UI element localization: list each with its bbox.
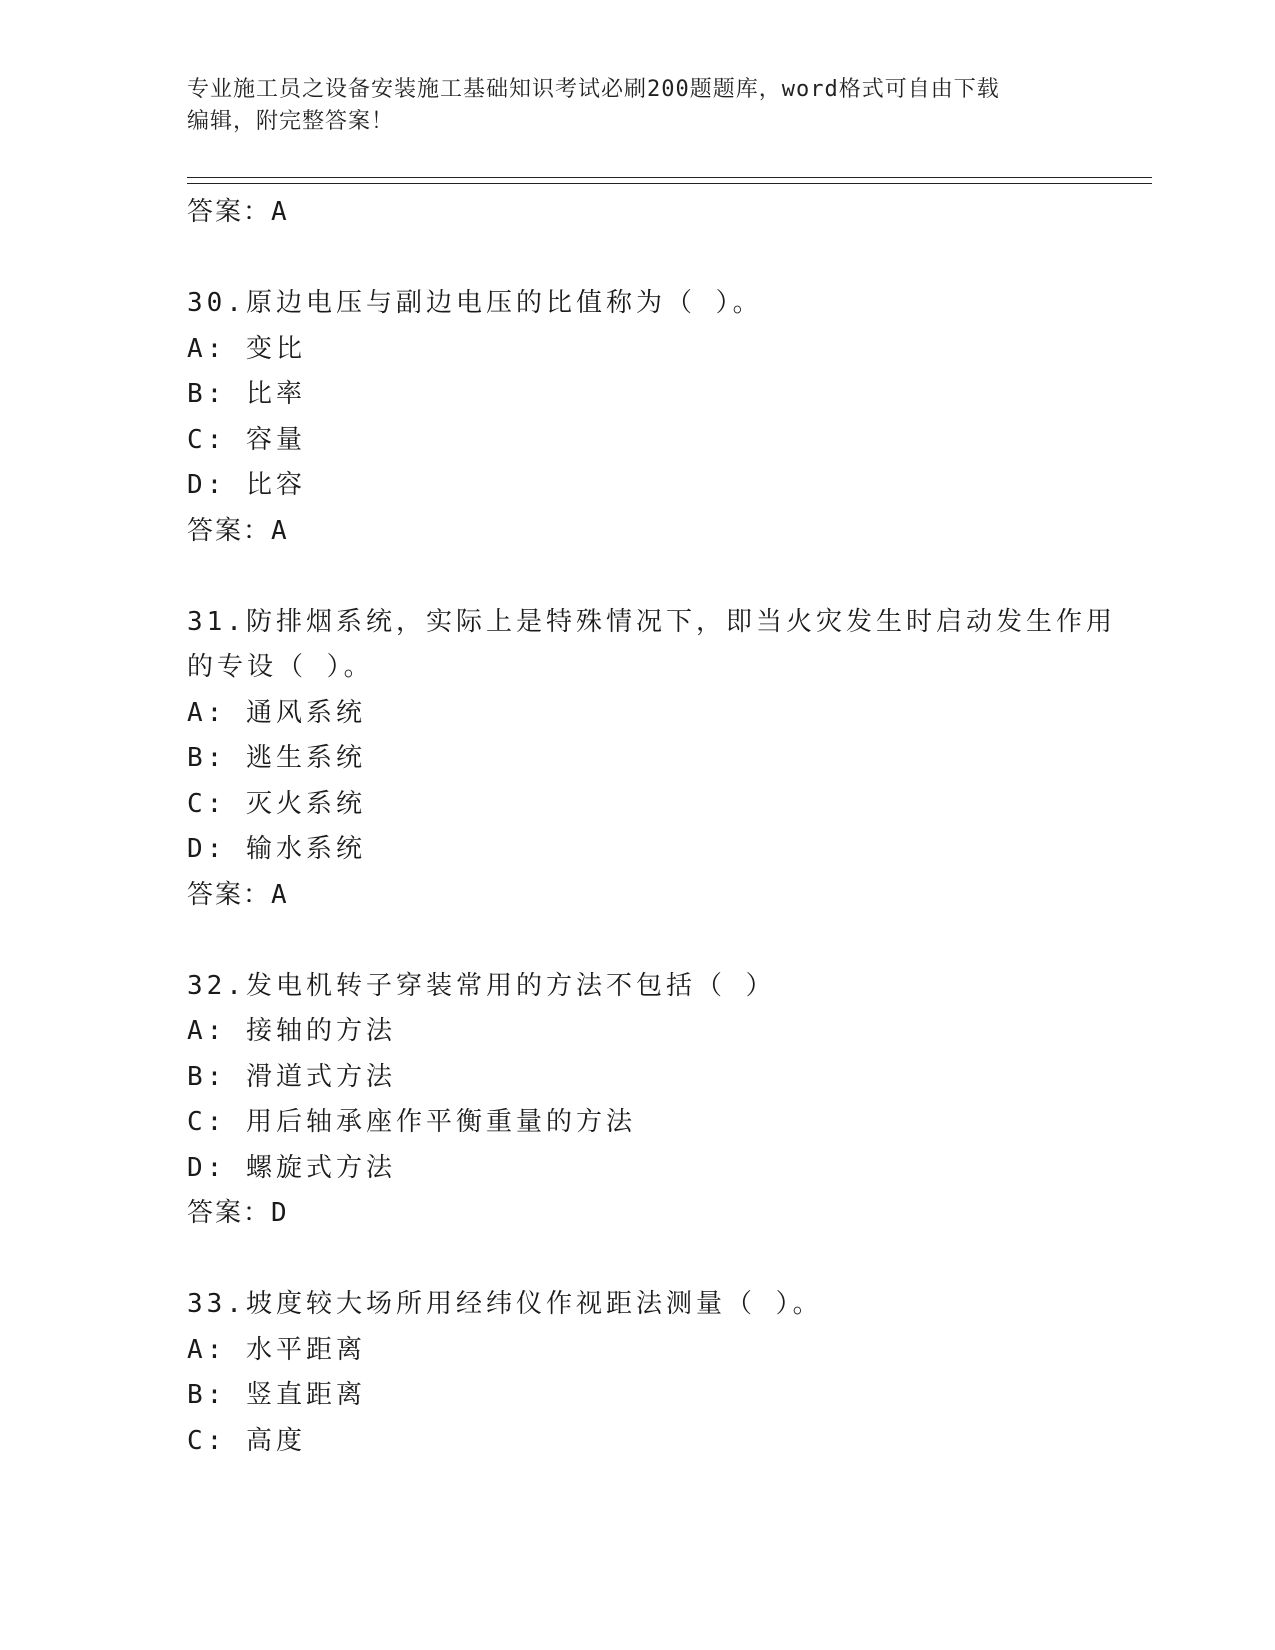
- option-a: A: 接轴的方法: [187, 1016, 396, 1046]
- option-a: A: 通风系统: [187, 697, 366, 728]
- question-32: [187, 964, 1147, 1237]
- option-b: B: 逃生系统: [187, 743, 366, 773]
- header-divider: [187, 177, 1152, 184]
- option-a: A: 水平距离: [187, 1334, 366, 1365]
- question-stem-line2: 的专设（ ）。: [187, 652, 374, 682]
- option-c: C: 用后轴承座作平衡重量的方法: [187, 1107, 636, 1137]
- option-c: C: 容量: [187, 424, 306, 455]
- question-30: [187, 281, 1147, 554]
- answer-label: 答案：: [187, 1198, 272, 1228]
- answer-line: [187, 873, 1147, 919]
- spacer: [187, 918, 1147, 964]
- question-33: [187, 1282, 1147, 1464]
- answer-line: [187, 190, 1147, 236]
- question-list: [187, 190, 1147, 1464]
- option-d: D: 输水系统: [187, 834, 366, 864]
- document-header: [187, 74, 1087, 138]
- header-title-line1: 专业施工员之设备安装施工基础知识考试必刷200题题库，word格式可自由下载: [187, 77, 1000, 102]
- option-d: D: 螺旋式方法: [187, 1152, 396, 1183]
- option-b: B: 比率: [187, 379, 306, 409]
- question-stem: 33.坡度较大场所用经纬仪作视距法测量（ ）。: [187, 1289, 823, 1319]
- option-c: C: 灭火系统: [187, 788, 366, 819]
- answer-label: 答案：: [187, 879, 272, 910]
- option-d: D: 比容: [187, 470, 306, 500]
- answer-value: A: [271, 879, 287, 910]
- answer-value: D: [271, 1198, 287, 1228]
- question-stem: 32.发电机转子穿装常用的方法不包括（ ）: [187, 970, 776, 1001]
- answer-value: A: [271, 515, 287, 546]
- answer-line: [187, 1191, 1147, 1237]
- question-stem-line1: 31.防排烟系统，实际上是特殊情况下，即当火灾发生时启动发生作用: [187, 606, 1116, 637]
- spacer: [187, 1237, 1147, 1283]
- spacer: [187, 554, 1147, 600]
- answer-value: A: [271, 197, 287, 227]
- question-31: [187, 600, 1147, 919]
- option-c: C: 高度: [187, 1425, 306, 1456]
- option-b: B: 滑道式方法: [187, 1061, 396, 1092]
- option-a: A: 变比: [187, 333, 306, 364]
- answer-label: 答案：: [187, 197, 272, 227]
- header-title-line2: 编辑，附完整答案！: [187, 109, 395, 134]
- option-b: B: 竖直距离: [187, 1380, 366, 1410]
- answer-line: [187, 509, 1147, 555]
- answer-label: 答案：: [187, 515, 272, 546]
- spacer: [187, 236, 1147, 282]
- question-stem: 30.原边电压与副边电压的比值称为（ ）。: [187, 288, 763, 318]
